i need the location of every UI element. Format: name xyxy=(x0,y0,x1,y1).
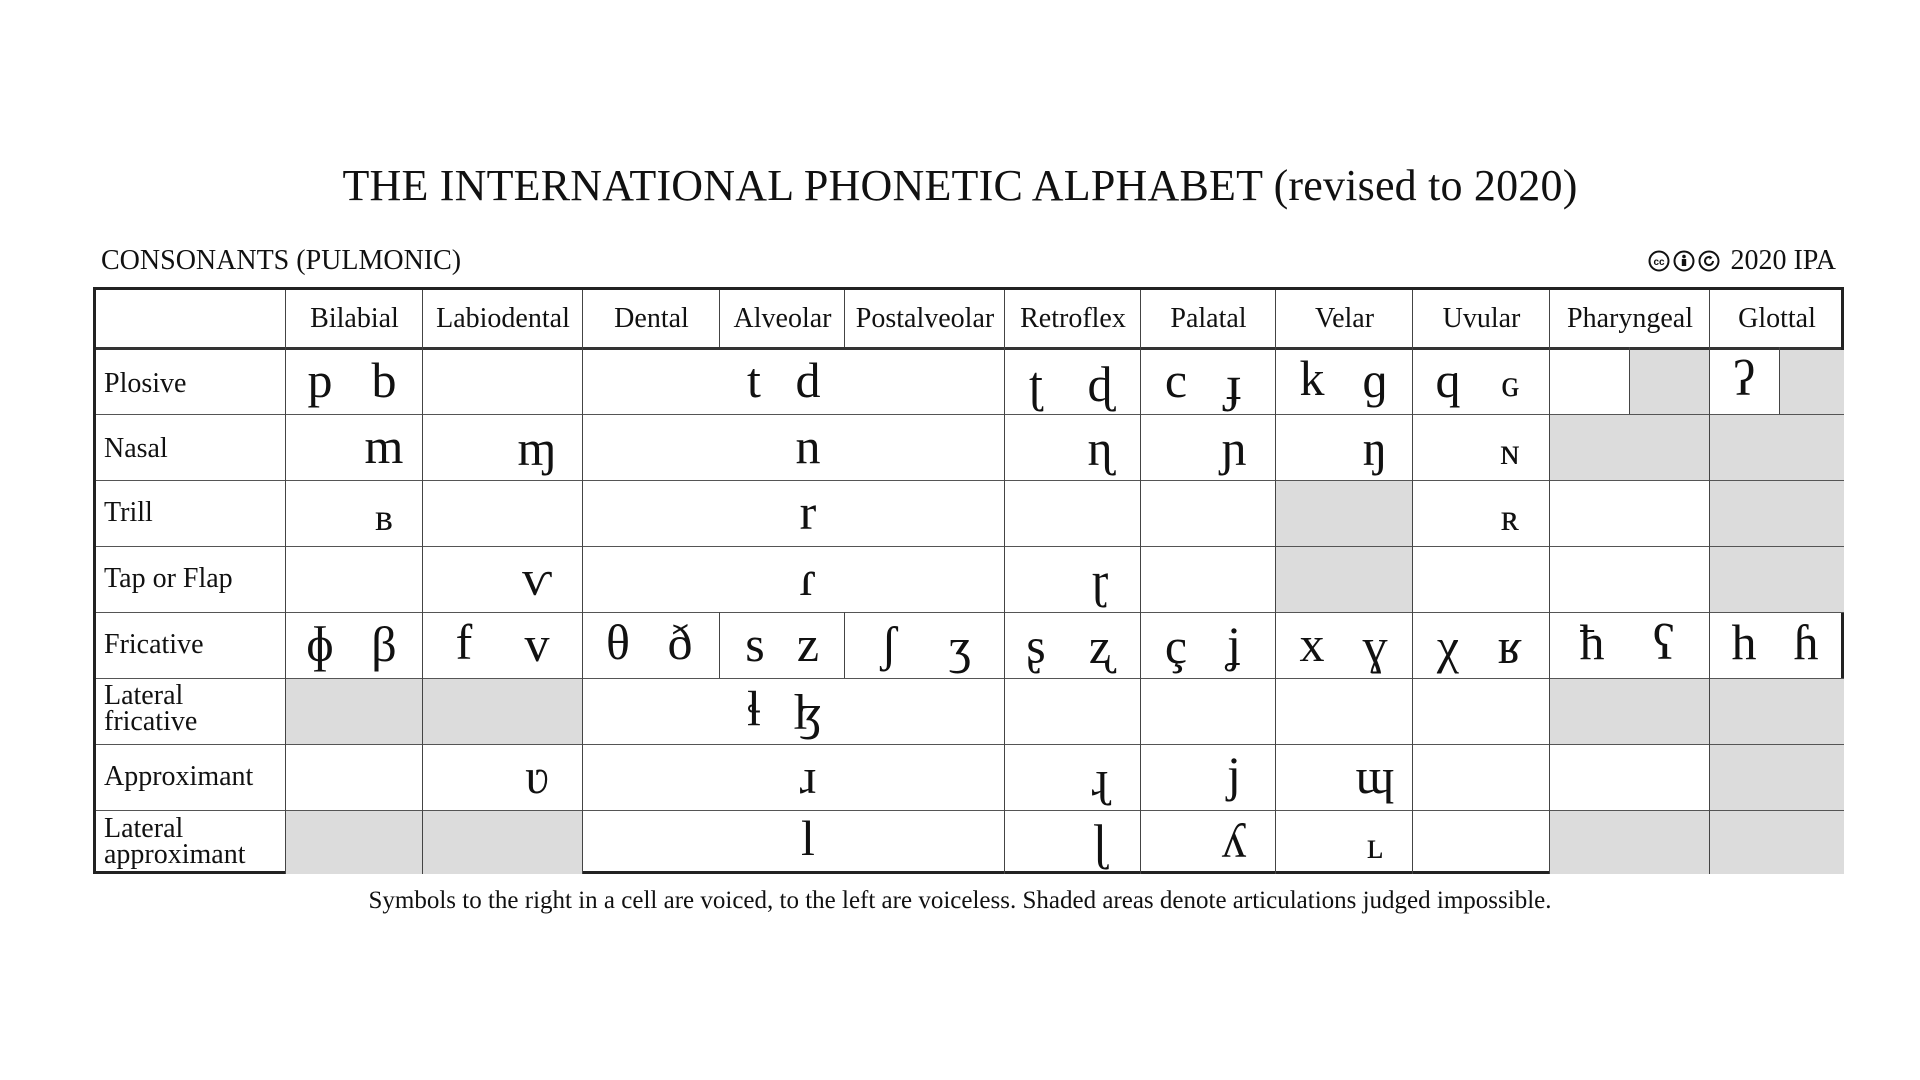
ipa-symbol: j xyxy=(1227,746,1241,802)
ipa-symbol: ɱ xyxy=(517,420,557,476)
ipa-symbol: ʈ xyxy=(1029,356,1043,412)
ipa-symbol: ɦ xyxy=(1793,614,1819,670)
ipa-symbol: ɖ xyxy=(1087,356,1113,412)
copyright-notice xyxy=(1648,244,1836,278)
row-divider xyxy=(96,480,1844,481)
ipa-symbol: θ xyxy=(606,614,630,670)
row-divider xyxy=(96,414,1844,415)
ipa-symbol: l xyxy=(801,810,815,866)
cc-icon xyxy=(1648,250,1670,272)
ipa-symbol: ʁ xyxy=(1497,618,1523,674)
ipa-symbol: ʐ xyxy=(1088,618,1112,674)
row-label-line: fricative xyxy=(104,706,198,737)
col-glottal: Glottal xyxy=(1738,303,1816,334)
ipa-symbol: ç xyxy=(1164,618,1188,674)
col-divider xyxy=(1549,290,1550,874)
ipa-symbol: d xyxy=(795,352,821,408)
col-divider xyxy=(844,290,845,347)
ipa-symbol: β xyxy=(371,616,397,672)
ipa-symbol: ɰ xyxy=(1355,748,1395,804)
shade-tap-glottal xyxy=(1710,547,1844,613)
by-icon xyxy=(1673,250,1695,272)
page-title: THE INTERNATIONAL PHONETIC ALPHABET (revised to 2020) xyxy=(342,161,1578,210)
ipa-symbol: ŋ xyxy=(1362,420,1388,476)
sa-icon xyxy=(1698,250,1720,272)
ipa-symbol: f xyxy=(455,614,473,670)
col-labiodental: Labiodental xyxy=(436,303,570,334)
col-divider xyxy=(844,612,845,678)
ipa-symbol: r xyxy=(799,484,817,540)
ipa-symbol: ɬ xyxy=(747,680,761,736)
ipa-symbol: ɾ xyxy=(799,550,817,606)
ipa-symbol: ⱱ xyxy=(522,550,552,606)
col-divider xyxy=(1140,290,1141,874)
ipa-symbol: ɹ xyxy=(799,748,817,804)
section-subtitle: CONSONANTS (PULMONIC) xyxy=(101,245,462,276)
ipa-symbol: c xyxy=(1164,352,1188,408)
col-divider xyxy=(719,290,720,347)
col-postalveolar: Postalveolar xyxy=(855,303,995,334)
consonant-chart xyxy=(93,287,1844,874)
ipa-symbol: ɭ xyxy=(1093,814,1107,870)
ipa-symbol: ɳ xyxy=(1087,420,1113,476)
ipa-symbol: ɴ xyxy=(1500,431,1520,473)
col-divider xyxy=(1412,290,1413,874)
ipa-symbol: k xyxy=(1299,350,1325,406)
row-label-lateral-fricative xyxy=(104,680,198,737)
col-uvular: Uvular xyxy=(1442,303,1521,334)
col-alveolar: Alveolar xyxy=(733,303,832,334)
ipa-symbol: t xyxy=(747,352,761,408)
ipa-symbol: m xyxy=(364,418,404,474)
ipa-symbol: χ xyxy=(1436,618,1460,674)
ipa-symbol: ʀ xyxy=(1500,497,1520,539)
col-bilabial: Bilabial xyxy=(310,303,399,334)
ipa-symbol: ɻ xyxy=(1091,750,1109,806)
ipa-symbol: ð xyxy=(667,614,693,670)
row-label-fricative: Fricative xyxy=(104,629,204,660)
ipa-symbol: x xyxy=(1299,616,1325,672)
row-label-lateral-approximant xyxy=(104,813,246,870)
ipa-symbol: ɢ xyxy=(1501,363,1519,405)
ipa-symbol: ʋ xyxy=(525,748,549,804)
shade-plosive-pharyngeal xyxy=(1630,350,1710,415)
ipa-symbol: ʟ xyxy=(1366,825,1384,867)
ipa-symbol: ɸ xyxy=(306,616,334,672)
ipa-symbol: ʒ xyxy=(948,618,972,674)
row-label-plosive: Plosive xyxy=(104,368,187,399)
shade-nasal-pharyngeal-glottal xyxy=(1550,415,1844,481)
ipa-symbol: q xyxy=(1435,352,1461,408)
row-label-trill: Trill xyxy=(104,497,153,528)
chart-footnote: Symbols to the right in a cell are voiced, to the left are voiceless. Shaded areas denote articulations judged impossible. xyxy=(368,887,1552,914)
license-icons xyxy=(1648,250,1720,272)
ipa-symbol: ʔ xyxy=(1732,350,1756,406)
col-pharyngeal: Pharyngeal xyxy=(1567,303,1693,334)
ipa-symbol: ʃ xyxy=(880,616,898,672)
col-divider xyxy=(719,612,720,678)
shade-tap-velar xyxy=(1276,547,1413,613)
col-dental: Dental xyxy=(614,303,689,334)
col-palatal: Palatal xyxy=(1170,303,1247,334)
shade-approx-glottal xyxy=(1710,745,1844,811)
ipa-symbol: p xyxy=(307,352,333,408)
col-velar: Velar xyxy=(1314,303,1375,334)
row-label-approximant: Approximant xyxy=(104,761,254,792)
row-label-line: Lateral xyxy=(104,813,184,844)
svg-text:cc: cc xyxy=(1653,257,1666,268)
col-divider xyxy=(1275,290,1276,874)
row-divider xyxy=(96,744,1844,745)
ipa-symbol: z xyxy=(796,616,820,672)
row-label-line: Lateral xyxy=(104,680,184,711)
shade-trill-glottal xyxy=(1710,481,1844,547)
shade-latfric-pharyngeal-glottal xyxy=(1550,679,1844,745)
row-label-line: approximant xyxy=(104,839,246,870)
col-divider xyxy=(1004,290,1005,874)
ipa-symbol: ɟ xyxy=(1225,356,1243,412)
ipa-symbol: ħ xyxy=(1579,614,1605,670)
ipa-symbol: ʎ xyxy=(1221,812,1247,868)
ipa-symbol: ʝ xyxy=(1227,616,1241,672)
shade-latfric-bilabial-labiodental xyxy=(286,679,583,745)
ipa-symbol: s xyxy=(745,616,765,672)
row-divider xyxy=(96,810,1844,811)
shade-plosive-glottal xyxy=(1780,350,1844,415)
cell-divider xyxy=(1629,347,1630,414)
ipa-symbol: n xyxy=(795,418,821,474)
col-divider xyxy=(422,290,423,874)
shade-latapprox-pharyngeal-glottal xyxy=(1550,811,1844,874)
ipa-symbol: b xyxy=(371,352,397,408)
ipa-symbol: ɽ xyxy=(1091,552,1109,608)
row-label-nasal: Nasal xyxy=(104,433,168,464)
copyright-text: 2020 IPA xyxy=(1730,245,1836,276)
ipa-symbol: ɲ xyxy=(1221,420,1247,476)
row-divider xyxy=(96,678,1844,679)
ipa-symbol: ʂ xyxy=(1026,618,1046,674)
col-divider xyxy=(1709,290,1710,874)
shade-trill-velar xyxy=(1276,481,1413,547)
col-retroflex: Retroflex xyxy=(1020,303,1126,334)
shade-latapprox-bilabial-labiodental xyxy=(286,811,583,874)
column-header-row xyxy=(96,290,1841,350)
row-label-tap-or-flap: Tap or Flap xyxy=(104,563,233,594)
ipa-symbol: ʕ xyxy=(1652,614,1676,670)
ipa-symbol: h xyxy=(1731,614,1757,670)
col-divider xyxy=(582,290,583,874)
ipa-symbol: ɣ xyxy=(1362,618,1388,674)
ipa-symbol: ɡ xyxy=(1362,352,1388,408)
ipa-symbol: v xyxy=(524,616,550,672)
col-divider xyxy=(285,290,286,874)
ipa-symbol: ɮ xyxy=(793,684,823,740)
ipa-symbol: ʙ xyxy=(375,497,393,539)
cell-divider xyxy=(1779,347,1780,414)
